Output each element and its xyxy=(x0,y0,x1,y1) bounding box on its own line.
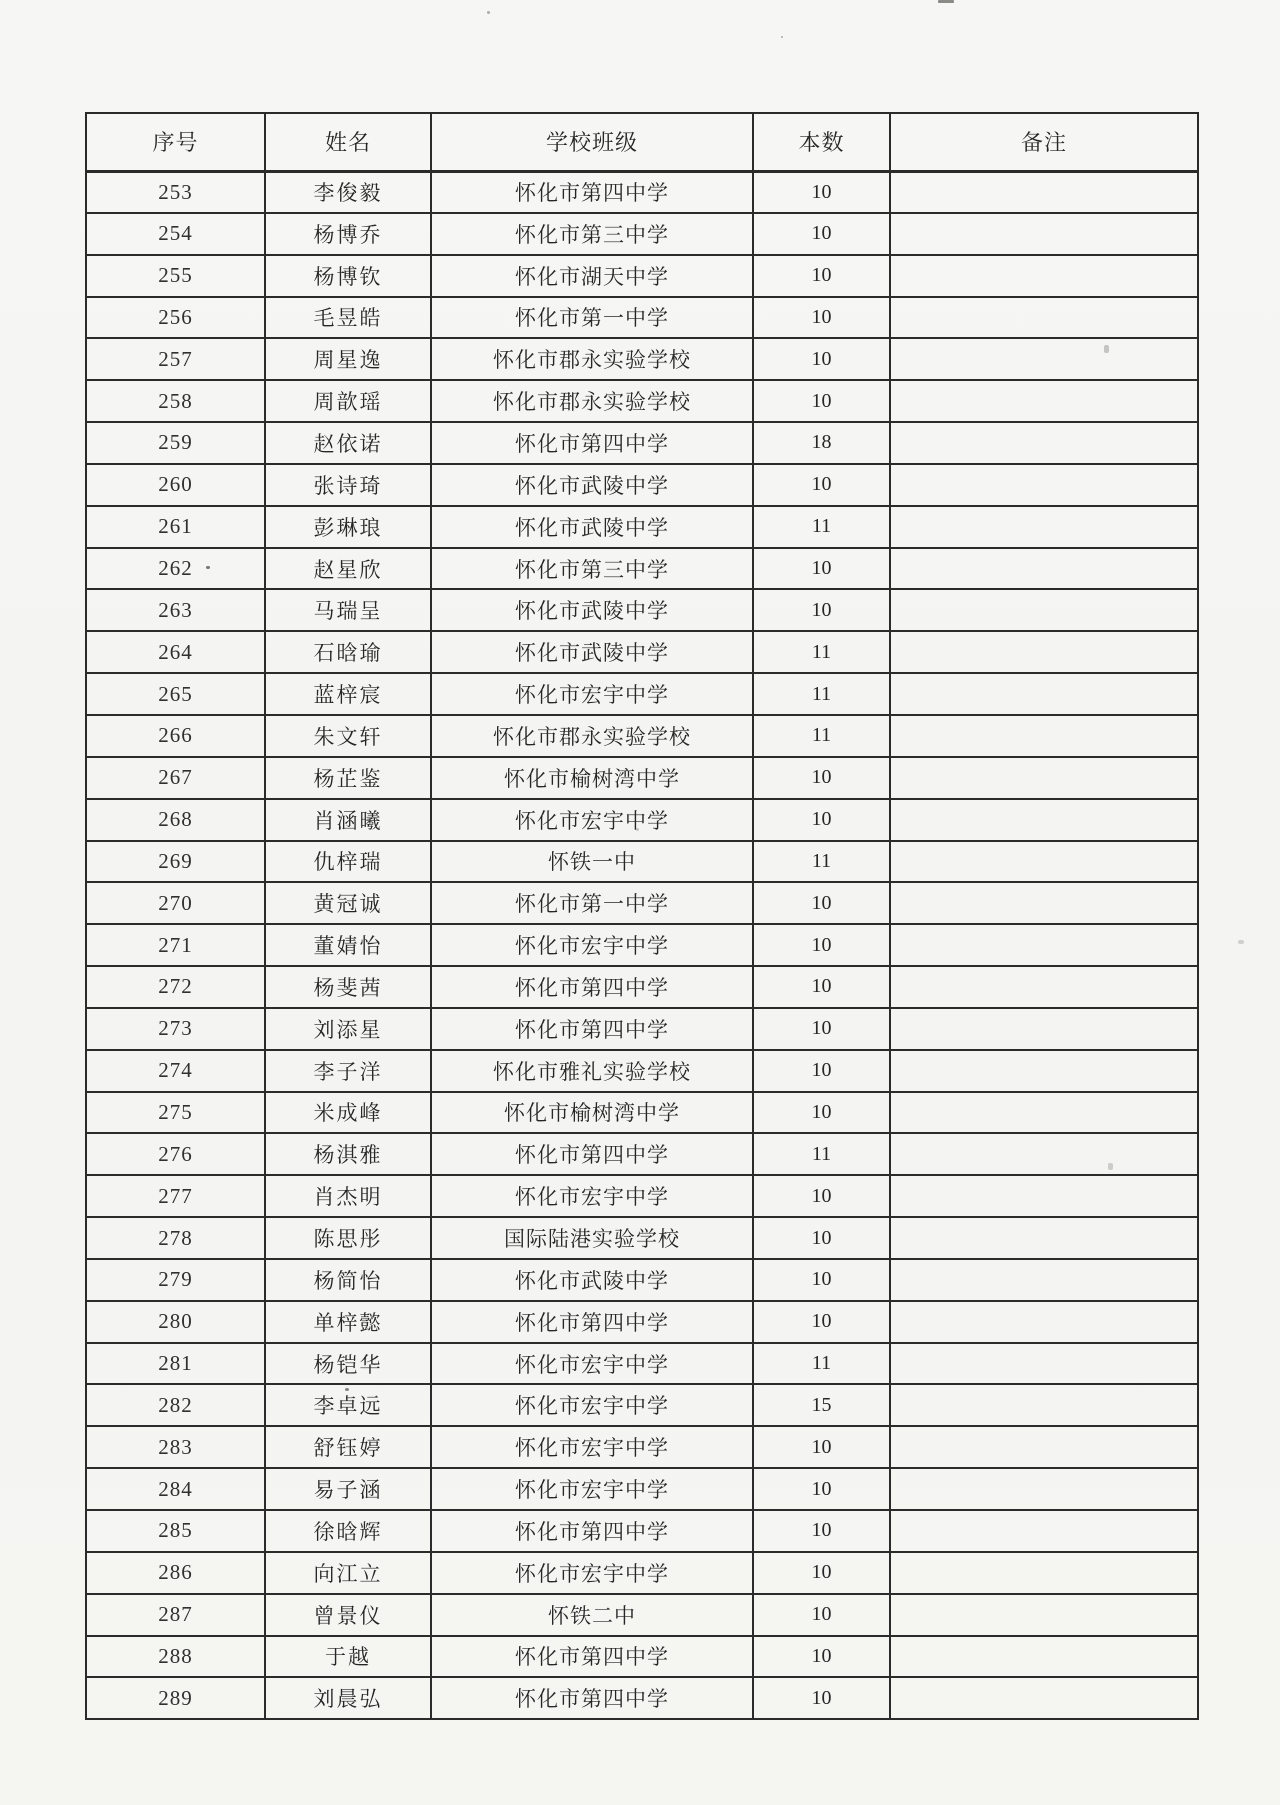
table-row xyxy=(86,882,1198,924)
cell-name: 杨斐茜 xyxy=(265,966,431,1008)
column-header-count: 本数 xyxy=(753,113,890,171)
cell-school: 怀化市湖天中学 xyxy=(431,255,753,297)
cell-count: 10 xyxy=(753,171,890,213)
cell-name: 李俊毅 xyxy=(265,171,431,213)
cell-count: 11 xyxy=(753,631,890,673)
table-row xyxy=(86,1175,1198,1217)
cell-remark xyxy=(890,1426,1198,1468)
table-row xyxy=(86,380,1198,422)
cell-school: 怀化市第一中学 xyxy=(431,882,753,924)
scan-speckle xyxy=(938,0,954,3)
cell-count: 10 xyxy=(753,338,890,380)
table-row xyxy=(86,338,1198,380)
cell-count: 10 xyxy=(753,1050,890,1092)
cell-school: 怀化市宏宇中学 xyxy=(431,799,753,841)
cell-count: 10 xyxy=(753,1594,890,1636)
cell-school: 怀化市第三中学 xyxy=(431,548,753,590)
cell-school: 怀化市郡永实验学校 xyxy=(431,338,753,380)
cell-remark xyxy=(890,1594,1198,1636)
cell-index: 278 xyxy=(86,1217,265,1259)
cell-school: 怀化市第四中学 xyxy=(431,171,753,213)
table-row xyxy=(86,1636,1198,1678)
cell-name: 周歆瑶 xyxy=(265,380,431,422)
cell-count: 10 xyxy=(753,757,890,799)
cell-index: 266 xyxy=(86,715,265,757)
cell-index: 274 xyxy=(86,1050,265,1092)
table-row xyxy=(86,799,1198,841)
cell-index: 268 xyxy=(86,799,265,841)
table-row xyxy=(86,841,1198,883)
cell-name: 赵依诺 xyxy=(265,422,431,464)
cell-count: 10 xyxy=(753,297,890,339)
table-row xyxy=(86,1384,1198,1426)
table-row xyxy=(86,422,1198,464)
cell-index: 260 xyxy=(86,464,265,506)
cell-count: 11 xyxy=(753,841,890,883)
table-row xyxy=(86,1677,1198,1719)
cell-index: 267 xyxy=(86,757,265,799)
cell-index: 264 xyxy=(86,631,265,673)
cell-index: 254 xyxy=(86,213,265,255)
cell-name: 陈思彤 xyxy=(265,1217,431,1259)
cell-index: 282 xyxy=(86,1384,265,1426)
cell-school: 怀铁二中 xyxy=(431,1594,753,1636)
cell-school: 怀化市宏宇中学 xyxy=(431,673,753,715)
cell-school: 怀化市第四中学 xyxy=(431,966,753,1008)
cell-school: 怀化市第四中学 xyxy=(431,1510,753,1552)
cell-count: 10 xyxy=(753,1217,890,1259)
cell-school: 怀化市宏宇中学 xyxy=(431,1552,753,1594)
cell-count: 15 xyxy=(753,1384,890,1426)
cell-count: 10 xyxy=(753,1677,890,1719)
cell-index: 280 xyxy=(86,1301,265,1343)
table-row xyxy=(86,1343,1198,1385)
cell-remark xyxy=(890,297,1198,339)
cell-name: 曾景仪 xyxy=(265,1594,431,1636)
cell-remark xyxy=(890,1133,1198,1175)
cell-count: 10 xyxy=(753,380,890,422)
table-row xyxy=(86,589,1198,631)
cell-name: 肖杰明 xyxy=(265,1175,431,1217)
cell-count: 10 xyxy=(753,1552,890,1594)
cell-name: 马瑞呈 xyxy=(265,589,431,631)
cell-index: 284 xyxy=(86,1468,265,1510)
cell-name: 单梓懿 xyxy=(265,1301,431,1343)
cell-index: 276 xyxy=(86,1133,265,1175)
cell-name: 朱文轩 xyxy=(265,715,431,757)
table-row xyxy=(86,757,1198,799)
cell-school: 怀化市郡永实验学校 xyxy=(431,380,753,422)
cell-name: 舒钰婷 xyxy=(265,1426,431,1468)
cell-remark xyxy=(890,589,1198,631)
cell-remark xyxy=(890,171,1198,213)
table-body xyxy=(86,171,1198,1719)
cell-index: 270 xyxy=(86,882,265,924)
cell-school: 怀化市宏宇中学 xyxy=(431,1468,753,1510)
cell-index: 253 xyxy=(86,171,265,213)
cell-count: 18 xyxy=(753,422,890,464)
cell-name: 杨铠华 xyxy=(265,1343,431,1385)
cell-name: 李卓远 xyxy=(265,1384,431,1426)
cell-count: 10 xyxy=(753,882,890,924)
cell-count: 10 xyxy=(753,464,890,506)
cell-index: 257 xyxy=(86,338,265,380)
cell-school: 国际陆港实验学校 xyxy=(431,1217,753,1259)
cell-remark xyxy=(890,924,1198,966)
cell-remark xyxy=(890,1092,1198,1134)
cell-remark xyxy=(890,673,1198,715)
column-header-index: 序号 xyxy=(86,113,265,171)
cell-name: 董婧怡 xyxy=(265,924,431,966)
cell-remark xyxy=(890,380,1198,422)
table-row xyxy=(86,1552,1198,1594)
column-header-remark: 备注 xyxy=(890,113,1198,171)
cell-count: 10 xyxy=(753,1259,890,1301)
cell-school: 怀化市宏宇中学 xyxy=(431,1426,753,1468)
cell-remark xyxy=(890,506,1198,548)
cell-count: 10 xyxy=(753,548,890,590)
cell-school: 怀化市榆树湾中学 xyxy=(431,757,753,799)
column-header-name: 姓名 xyxy=(265,113,431,171)
cell-count: 10 xyxy=(753,1636,890,1678)
cell-index: 287 xyxy=(86,1594,265,1636)
cell-school: 怀化市武陵中学 xyxy=(431,589,753,631)
cell-remark xyxy=(890,1050,1198,1092)
cell-index: 277 xyxy=(86,1175,265,1217)
cell-school: 怀化市宏宇中学 xyxy=(431,924,753,966)
table-row xyxy=(86,255,1198,297)
cell-count: 10 xyxy=(753,799,890,841)
cell-school: 怀化市武陵中学 xyxy=(431,1259,753,1301)
table-row xyxy=(86,1510,1198,1552)
cell-remark xyxy=(890,757,1198,799)
cell-name: 刘添星 xyxy=(265,1008,431,1050)
cell-index: 269 xyxy=(86,841,265,883)
cell-count: 11 xyxy=(753,1133,890,1175)
cell-school: 怀化市第四中学 xyxy=(431,1133,753,1175)
cell-name: 蓝梓宸 xyxy=(265,673,431,715)
cell-index: 265 xyxy=(86,673,265,715)
table-row xyxy=(86,1594,1198,1636)
cell-remark xyxy=(890,1259,1198,1301)
cell-school: 怀化市宏宇中学 xyxy=(431,1384,753,1426)
cell-count: 10 xyxy=(753,255,890,297)
cell-name: 向江立 xyxy=(265,1552,431,1594)
cell-name: 杨博钦 xyxy=(265,255,431,297)
cell-school: 怀化市第四中学 xyxy=(431,1008,753,1050)
cell-index: 258 xyxy=(86,380,265,422)
cell-index: 283 xyxy=(86,1426,265,1468)
table-row xyxy=(86,1092,1198,1134)
cell-remark xyxy=(890,631,1198,673)
cell-name: 杨淇雅 xyxy=(265,1133,431,1175)
cell-count: 10 xyxy=(753,1175,890,1217)
table-row xyxy=(86,1050,1198,1092)
cell-remark xyxy=(890,1301,1198,1343)
cell-remark xyxy=(890,882,1198,924)
cell-index: 263 xyxy=(86,589,265,631)
cell-index: 261 xyxy=(86,506,265,548)
cell-remark xyxy=(890,1510,1198,1552)
cell-school: 怀化市郡永实验学校 xyxy=(431,715,753,757)
cell-name: 杨简怡 xyxy=(265,1259,431,1301)
cell-index: 289 xyxy=(86,1677,265,1719)
cell-index: 288 xyxy=(86,1636,265,1678)
cell-count: 10 xyxy=(753,924,890,966)
cell-remark xyxy=(890,799,1198,841)
cell-index: 285 xyxy=(86,1510,265,1552)
cell-count: 10 xyxy=(753,1426,890,1468)
table-row xyxy=(86,506,1198,548)
cell-index: 275 xyxy=(86,1092,265,1134)
cell-count: 10 xyxy=(753,1301,890,1343)
cell-count: 10 xyxy=(753,589,890,631)
cell-remark xyxy=(890,548,1198,590)
cell-school: 怀化市第四中学 xyxy=(431,1301,753,1343)
cell-school: 怀化市武陵中学 xyxy=(431,506,753,548)
cell-remark xyxy=(890,1217,1198,1259)
cell-remark xyxy=(890,422,1198,464)
table-row xyxy=(86,1259,1198,1301)
cell-school: 怀化市榆树湾中学 xyxy=(431,1092,753,1134)
scan-speckle xyxy=(1238,940,1244,944)
cell-remark xyxy=(890,715,1198,757)
column-header-school: 学校班级 xyxy=(431,113,753,171)
cell-index: 272 xyxy=(86,966,265,1008)
cell-school: 怀化市武陵中学 xyxy=(431,631,753,673)
table-row xyxy=(86,1008,1198,1050)
cell-school: 怀化市武陵中学 xyxy=(431,464,753,506)
cell-count: 10 xyxy=(753,1092,890,1134)
cell-remark xyxy=(890,1552,1198,1594)
cell-index: 259 xyxy=(86,422,265,464)
cell-name: 刘晨弘 xyxy=(265,1677,431,1719)
cell-count: 11 xyxy=(753,1343,890,1385)
cell-index: 262 xyxy=(86,548,265,590)
table-row xyxy=(86,297,1198,339)
cell-count: 10 xyxy=(753,1510,890,1552)
table-row xyxy=(86,1426,1198,1468)
cell-name: 易子涵 xyxy=(265,1468,431,1510)
cell-school: 怀化市雅礼实验学校 xyxy=(431,1050,753,1092)
cell-index: 279 xyxy=(86,1259,265,1301)
cell-count: 10 xyxy=(753,1008,890,1050)
cell-name: 杨芷鉴 xyxy=(265,757,431,799)
cell-remark xyxy=(890,213,1198,255)
table-row xyxy=(86,1301,1198,1343)
cell-school: 怀铁一中 xyxy=(431,841,753,883)
cell-school: 怀化市第四中学 xyxy=(431,422,753,464)
cell-index: 271 xyxy=(86,924,265,966)
cell-remark xyxy=(890,1343,1198,1385)
table-row xyxy=(86,1468,1198,1510)
cell-remark xyxy=(890,841,1198,883)
cell-index: 281 xyxy=(86,1343,265,1385)
cell-name: 李子洋 xyxy=(265,1050,431,1092)
table-row xyxy=(86,924,1198,966)
cell-count: 11 xyxy=(753,673,890,715)
table-row xyxy=(86,171,1198,213)
cell-count: 10 xyxy=(753,213,890,255)
cell-remark xyxy=(890,1384,1198,1426)
cell-name: 黄冠诚 xyxy=(265,882,431,924)
table-row xyxy=(86,213,1198,255)
cell-remark xyxy=(890,464,1198,506)
cell-count: 10 xyxy=(753,1468,890,1510)
cell-name: 于越 xyxy=(265,1636,431,1678)
cell-count: 11 xyxy=(753,715,890,757)
cell-school: 怀化市第三中学 xyxy=(431,213,753,255)
cell-name: 彭琳琅 xyxy=(265,506,431,548)
table-row xyxy=(86,966,1198,1008)
table-row xyxy=(86,1133,1198,1175)
scan-speckle xyxy=(781,36,783,38)
cell-name: 张诗琦 xyxy=(265,464,431,506)
cell-remark xyxy=(890,255,1198,297)
cell-remark xyxy=(890,966,1198,1008)
table-row xyxy=(86,715,1198,757)
table-row xyxy=(86,631,1198,673)
cell-name: 赵星欣 xyxy=(265,548,431,590)
scan-speckle xyxy=(487,11,490,14)
cell-name: 石晗瑜 xyxy=(265,631,431,673)
cell-index: 286 xyxy=(86,1552,265,1594)
cell-name: 杨博乔 xyxy=(265,213,431,255)
cell-remark xyxy=(890,338,1198,380)
cell-school: 怀化市宏宇中学 xyxy=(431,1175,753,1217)
cell-school: 怀化市第四中学 xyxy=(431,1677,753,1719)
cell-school: 怀化市第四中学 xyxy=(431,1636,753,1678)
cell-remark xyxy=(890,1468,1198,1510)
cell-index: 255 xyxy=(86,255,265,297)
cell-count: 11 xyxy=(753,506,890,548)
cell-school: 怀化市第一中学 xyxy=(431,297,753,339)
cell-name: 毛昱皓 xyxy=(265,297,431,339)
cell-name: 肖涵曦 xyxy=(265,799,431,841)
cell-name: 徐晗辉 xyxy=(265,1510,431,1552)
cell-index: 273 xyxy=(86,1008,265,1050)
cell-name: 周星逸 xyxy=(265,338,431,380)
cell-index: 256 xyxy=(86,297,265,339)
cell-name: 仇梓瑞 xyxy=(265,841,431,883)
student-roster-table xyxy=(85,112,1199,1720)
cell-name: 米成峰 xyxy=(265,1092,431,1134)
table-header-row xyxy=(86,113,1198,171)
cell-remark xyxy=(890,1008,1198,1050)
cell-count: 10 xyxy=(753,966,890,1008)
cell-remark xyxy=(890,1175,1198,1217)
table-row xyxy=(86,464,1198,506)
cell-remark xyxy=(890,1677,1198,1719)
table-row xyxy=(86,673,1198,715)
cell-remark xyxy=(890,1636,1198,1678)
table-row xyxy=(86,548,1198,590)
table-row xyxy=(86,1217,1198,1259)
cell-school: 怀化市宏宇中学 xyxy=(431,1343,753,1385)
